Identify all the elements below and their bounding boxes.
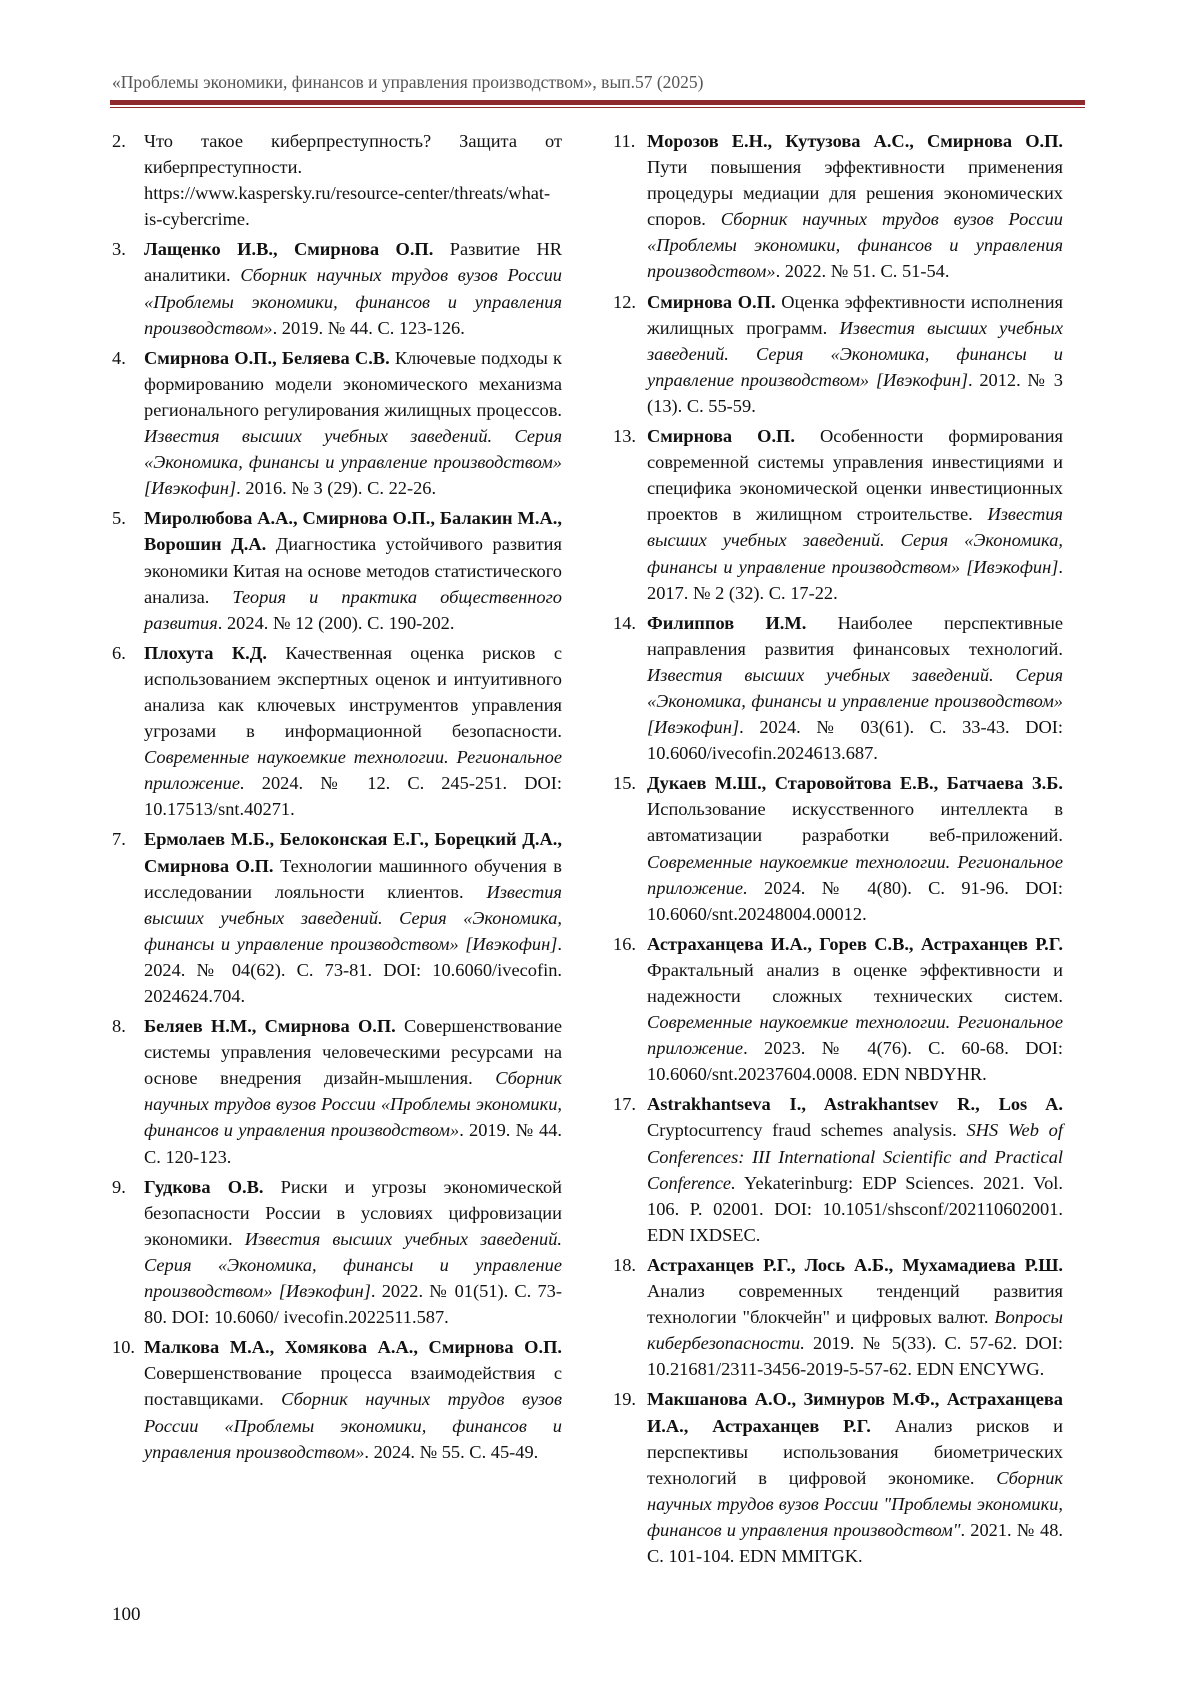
reference-number: 9.	[112, 1176, 126, 1197]
reference-authors: Плохута К.Д.	[144, 642, 268, 663]
reference-body: Диагностика устойчивого развития экономики Китая на основе методов статистического анализа.	[144, 534, 562, 607]
reference-tail: . 2021. № 48. С. 101-104. EDN MMITGK.	[647, 1519, 1063, 1566]
reference-authors: Смирнова О.П.	[647, 291, 776, 312]
reference-tail: . 2019. № 44. С. 123-126.	[272, 317, 465, 338]
reference-number: 10.	[112, 1337, 135, 1358]
reference-item	[613, 610, 1063, 767]
reference-body: Анализ рисков и перспективы использования биометрических технологий в цифровой экономике.	[647, 1415, 1063, 1488]
reference-number: 16.	[613, 933, 636, 954]
reference-tail: . 2017. № 2 (32). С. 17-22.	[647, 556, 1063, 603]
reference-body: Использование искусственного интеллекта в автоматизации разработки веб-приложений.	[647, 799, 1063, 846]
reference-source: Сборник научных трудов вузов России «Проблемы экономики, финансов и управления производством»	[144, 1068, 562, 1141]
reference-tail: Yekaterinburg: EDP Sciences. 2021. Vol. 106. P. 02001. DOI: 10.1051/shsconf/202110602001. EDN IXDSEC.	[647, 1172, 1063, 1245]
reference-number: 7.	[112, 829, 126, 850]
reference-body: Совершенствование системы управления человеческими ресурсами на основе внедрения дизайн-мышления.	[144, 1016, 562, 1089]
reference-item	[112, 826, 562, 1009]
reference-authors: Astrakhantseva I., Astrakhantsev R., Los A.	[647, 1094, 1063, 1115]
reference-number: 13.	[613, 426, 636, 447]
reference-tail: 2019. № 5(33). С. 57-62. DOI: 10.21681/2311-3456-2019-5-57-62. EDN ENCYWG.	[647, 1333, 1063, 1380]
reference-source: Известия высших учебных заведений. Серия «Экономика, финансы и управление производством» [Ивэкофин]	[647, 504, 1063, 577]
reference-item	[613, 931, 1063, 1088]
reference-number: 5.	[112, 508, 126, 529]
reference-authors: Дукаев М.Ш., Старовойтова Е.В., Батчаева З.Б.	[647, 773, 1063, 794]
reference-body: Cryptocurrency fraud schemes analysis.	[647, 1120, 967, 1141]
reference-tail: . 2022. № 01(51). С. 73-80. DOI: 10.6060/ ivecofin.2022511.587.	[144, 1281, 562, 1328]
references-left-column	[112, 128, 562, 1469]
reference-source: Известия высших учебных заведений. Серия «Экономика, финансы и управление производством» [Ивэкофин]	[144, 426, 562, 499]
reference-authors: Смирнова О.П., Беляева С.В.	[144, 347, 390, 368]
reference-tail: . 2024. № 03(61). С. 33-43. DOI: 10.6060/ivecofin.2024613.687.	[647, 717, 1063, 764]
reference-source: Известия высших учебных заведений. Серия «Экономика, финансы и управление производством» [Ивэкофин]	[647, 317, 1064, 390]
header-rule	[110, 100, 1085, 105]
references-right-column	[613, 128, 1063, 1573]
reference-number: 3.	[112, 239, 126, 260]
reference-number: 6.	[112, 642, 126, 663]
reference-item	[112, 1013, 562, 1170]
reference-tail: . 2024. № 12 (200). С. 190-202.	[217, 612, 455, 633]
reference-item	[613, 1386, 1063, 1569]
reference-authors: Филиппов И.М.	[647, 612, 807, 633]
reference-body: Особенности формирования современной системы управления инвестициями и специфика экономической оценки инвестиционных проектов в жилищном строительстве.	[647, 426, 1063, 525]
reference-tail: . 2023. № 4(76). С. 60-68. DOI: 10.6060/snt.20237604.0008. EDN NBDYHR.	[647, 1038, 1063, 1085]
reference-number: 12.	[613, 291, 636, 312]
reference-authors: Морозов Е.Н., Кутузова А.С., Смирнова О.П.	[647, 131, 1063, 151]
reference-authors: Малкова М.А., Хомякова А.А., Смирнова О.П.	[144, 1337, 562, 1358]
reference-source: Известия высших учебных заведений. Серия «Экономика, финансы и управление производством» [Ивэкофин]	[647, 664, 1063, 738]
reference-body: Наиболее перспективные направления развития финансовых технологий.	[647, 612, 1063, 659]
reference-source: Сборник научных трудов вузов России «Проблемы экономики, финансов и управления производством»	[144, 265, 562, 338]
reference-item	[112, 505, 562, 635]
reference-source: SHS Web of Conferences: III International Scientific and Practical Conference.	[647, 1120, 1063, 1193]
reference-tail: . 2012. № 3 (13). С. 55-59.	[647, 369, 1063, 416]
reference-item	[613, 770, 1063, 927]
reference-authors: Гудкова О.В.	[144, 1176, 264, 1197]
header-rule-thin	[110, 107, 1085, 108]
reference-source: Сборник научных трудов вузов России «Проблемы экономики, финансов и управления производством»	[647, 209, 1063, 282]
reference-item	[613, 423, 1063, 606]
page-number: 100	[112, 1604, 141, 1625]
reference-authors: Астраханцев Р.Г., Лось А.Б., Мухамадиева Р.Ш.	[647, 1254, 1063, 1275]
reference-number: 15.	[613, 773, 636, 794]
reference-authors: Ермолаев М.Б., Белоконская Е.Г., Борецкий Д.А., Смирнова О.П.	[144, 829, 562, 876]
reference-authors: Смирнова О.П.	[647, 426, 795, 447]
reference-item	[112, 345, 562, 502]
reference-number: 2.	[112, 131, 126, 151]
reference-number: 8.	[112, 1016, 126, 1037]
reference-body: Риски и угрозы экономической безопасности России в условиях цифровизации экономики.	[144, 1176, 563, 1249]
reference-number: 4.	[112, 347, 126, 368]
reference-source: Современные наукоемкие технологии. Региональное приложение.	[647, 851, 1063, 898]
reference-item	[613, 289, 1063, 419]
reference-authors: Лащенко И.В., Смирнова О.П.	[144, 239, 434, 260]
reference-source: Современные наукоемкие технологии. Региональное приложение	[647, 1012, 1063, 1059]
reference-authors: Миролюбова А.А., Смирнова О.П., Балакин М.А., Ворошин Д.А.	[144, 508, 562, 555]
reference-number: 19.	[613, 1389, 636, 1410]
reference-body: Оценка эффективности исполнения жилищных программ.	[647, 291, 1064, 338]
reference-source: Сборник научных трудов вузов России «Проблемы экономики, финансов и управления производством»	[144, 1389, 562, 1462]
reference-body: Качественная оценка рисков с использованием экспертных оценок и интуитивного анализа как ключевых инструментов управления угрозами в информационной безопасности.	[144, 642, 562, 742]
reference-tail: . 2022. № 51. С. 51-54.	[775, 261, 950, 282]
reference-authors: Беляев Н.М., Смирнова О.П.	[144, 1016, 396, 1037]
reference-body: Совершенствование процесса взаимодействия с поставщиками.	[144, 1363, 562, 1410]
reference-body: Пути повышения эффективности применения процедуры медиации для решения экономических споров.	[647, 157, 1063, 230]
reference-tail: 2024. № 12. С. 245-251. DOI: 10.17513/snt.40271.	[144, 773, 562, 820]
reference-tail: . 2024. № 04(62). С. 73-81. DOI: 10.6060/ivecofin. 2024624.704.	[144, 933, 562, 1006]
reference-tail: . 2024. № 55. С. 45-49.	[364, 1441, 539, 1462]
reference-item	[112, 1334, 562, 1464]
reference-source: Современные наукоемкие технологии. Региональное приложение.	[144, 747, 562, 794]
reference-body: Что такое киберпреступность? Защита от киберпреступности. https://www.kaspersky.ru/resource-center/threats/what-is-cybercrime.	[144, 131, 562, 230]
reference-body: Развитие HR аналитики.	[144, 239, 562, 286]
reference-number: 18.	[613, 1254, 636, 1275]
reference-body: Анализ современных тенденций развития технологии "блокчейн" и цифровых валют.	[647, 1281, 1063, 1328]
reference-item	[613, 128, 1063, 285]
reference-tail: 2024. № 4(80). С. 91-96. DOI: 10.6060/snt.20248004.00012.	[647, 877, 1063, 924]
reference-body: Ключевые подходы к формированию модели экономического механизма регионального регулирования жилищных процессов.	[144, 347, 562, 420]
reference-source: Теория и практика общественного развития	[144, 586, 562, 633]
reference-source: Вопросы кибербезопасности.	[647, 1307, 1063, 1354]
reference-number: 11.	[613, 131, 636, 151]
reference-body: Фрактальный анализ в оценке эффективности и надежности сложных технических систем.	[647, 959, 1063, 1006]
reference-source: Известия высших учебных заведений. Серия «Экономика, финансы и управление производством» [Ивэкофин]	[144, 1228, 562, 1302]
reference-tail: . 2019. № 44. С. 120-123.	[144, 1120, 562, 1167]
reference-item	[613, 1252, 1063, 1382]
reference-item	[112, 640, 562, 823]
reference-authors: Макшанова А.О., Зимнуров М.Ф., Астраханцева И.А., Астраханцев Р.Г.	[647, 1389, 1063, 1436]
reference-source: Известия высших учебных заведений. Серия «Экономика, финансы и управление производством» [Ивэкофин]	[144, 881, 562, 954]
reference-number: 17.	[613, 1094, 636, 1115]
reference-item	[112, 1174, 562, 1331]
reference-item	[613, 1091, 1063, 1248]
running-header: «Проблемы экономики, финансов и управления производством», вып.57 (2025)	[112, 72, 704, 92]
reference-source: Сборник научных трудов вузов России "Проблемы экономики, финансов и управления производством"	[647, 1467, 1063, 1540]
reference-body: Технологии машинного обучения в исследовании лояльности клиентов.	[144, 855, 562, 902]
reference-item	[112, 128, 562, 232]
reference-item	[112, 236, 562, 340]
reference-tail: . 2016. № 3 (29). С. 22-26.	[236, 478, 437, 499]
reference-authors: Астраханцева И.А., Горев С.В., Астраханцев Р.Г.	[647, 933, 1063, 954]
reference-number: 14.	[613, 612, 636, 633]
